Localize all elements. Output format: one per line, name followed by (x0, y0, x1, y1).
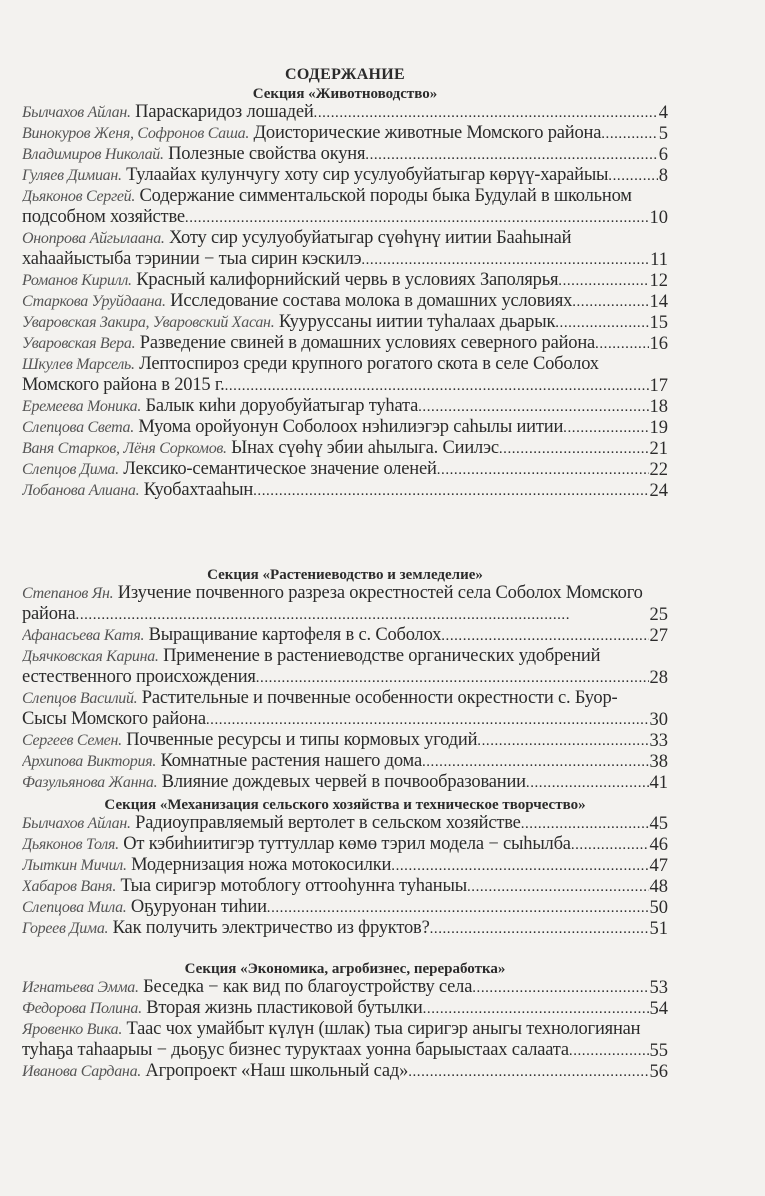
entry-author: Уваровская Вера. (22, 335, 136, 352)
entry-page-number: 46 (649, 835, 668, 855)
entry-author: Старкова Уруйдаана. (22, 293, 166, 310)
toc-entry-text (22, 270, 649, 291)
toc-entry[interactable] (22, 417, 668, 438)
entry-author: Лыткин Мичил. (22, 857, 127, 874)
entry-title: Балык киһи доруобуйатыгар туһата . . . (146, 396, 419, 416)
entry-author: Былчахов Айлан. (22, 815, 131, 832)
entry-author: Слепцова Мила. (22, 899, 127, 916)
entry-title: Ынах сүөһү эбии аһылыга. Сиилэс . . . (231, 438, 499, 458)
entry-page-number: 22 (649, 460, 668, 480)
toc-entry[interactable] (22, 291, 668, 312)
entry-page-number: 8 (658, 166, 668, 186)
entry-title: Кууруссаны иитии туһалаах дьарык . . . (279, 312, 555, 332)
entry-page-number: 12 (649, 271, 668, 291)
entry-page-number: 19 (649, 418, 668, 438)
toc-entry-text (22, 876, 649, 897)
toc-entry[interactable] (22, 897, 668, 918)
entry-page-number: 45 (649, 814, 668, 834)
entry-page-number: 11 (650, 250, 668, 270)
entry-page-number: 24 (649, 481, 668, 501)
toc-entry-text (22, 480, 649, 501)
entry-title: Муома оройуонун Соболоох нэһилиэгэр саһылы иитии . . . (138, 417, 563, 437)
toc-entry[interactable] (22, 855, 668, 876)
entry-page-number: 53 (649, 978, 668, 998)
toc-entry[interactable] (22, 1061, 668, 1082)
entry-title: Изучение почвенного разреза окрестностей села Соболох Момского района . . . (22, 583, 643, 624)
entry-title: Агропроект «Наш школьный сад» . . . (145, 1061, 408, 1081)
entry-page-number: 14 (649, 292, 668, 312)
toc-entry[interactable] (22, 102, 668, 123)
entry-title: Почвенные ресурсы и типы кормовых угодий . . . (126, 730, 477, 750)
entry-author: Еремеева Моника. (22, 398, 142, 415)
entry-author: Винокуров Женя, Софронов Саша. (22, 125, 250, 142)
toc-entry[interactable] (22, 396, 668, 417)
entry-title: Вторая жизнь пластиковой бутылки . . . (146, 998, 422, 1018)
entry-page-number: 28 (649, 668, 668, 688)
toc-entry-text (22, 834, 649, 855)
entry-author: Уваровская Закира, Уваровский Хасан. (22, 314, 275, 331)
entry-author: Дьячковская Карина. (22, 648, 159, 665)
entry-page-number: 27 (649, 626, 668, 646)
toc-entry-text (22, 186, 649, 228)
entry-author: Слепцов Василий. (22, 690, 138, 707)
entry-title: Влияние дождевых червей в почвообразовании . . . (162, 772, 526, 792)
toc-entry-text (22, 625, 649, 646)
toc-entry[interactable] (22, 144, 668, 165)
entry-author: Архипова Виктория. (22, 753, 157, 770)
entry-author: Хабаров Ваня. (22, 878, 117, 895)
toc-entry[interactable] (22, 333, 668, 354)
toc-entry-text (22, 813, 649, 834)
entry-title: Комнатные растения нашего дома . . . (160, 751, 421, 771)
entry-author: Шкулев Марсель. (22, 356, 135, 373)
toc-entry-text (22, 123, 658, 144)
entry-title: Растительные и почвенные особенности окрестности с. Буор-Сысы Момского района . . . (22, 688, 617, 729)
toc-entry[interactable] (22, 688, 668, 730)
entry-page-number: 56 (649, 1062, 668, 1082)
toc-entry-text (22, 354, 649, 396)
entry-author: Дьяконов Сергей. (22, 188, 136, 205)
toc-entry[interactable] (22, 1019, 668, 1061)
entry-title: Исследование состава молока в домашних условиях . . . (170, 291, 572, 311)
toc-entry-text (22, 165, 658, 186)
section-heading: Секция «Животноводство» (252, 86, 438, 102)
toc-entry[interactable] (22, 813, 668, 834)
entry-page-number: 6 (658, 145, 668, 165)
toc-entry[interactable] (22, 459, 668, 480)
entry-author: Гуляев Димиан. (22, 167, 122, 184)
entry-title: Беседка − как вид по благоустройству села . . . (143, 977, 472, 997)
entry-author: Онопрова Айгылаана. (22, 230, 165, 247)
toc-entry-text (22, 438, 649, 459)
toc-entry-text (22, 102, 658, 123)
entry-page-number: 48 (649, 877, 668, 897)
entry-author: Гореев Дима. (22, 920, 109, 937)
toc-entry[interactable] (22, 438, 668, 459)
entry-author: Афанасьева Катя. (22, 627, 145, 644)
entry-page-number: 51 (649, 919, 668, 939)
entry-author: Фазульянова Жанна. (22, 774, 158, 791)
page-title: СОДЕРЖАНИЕ (284, 66, 406, 83)
entry-page-number: 10 (649, 208, 668, 228)
entry-page-number: 25 (649, 605, 668, 625)
entry-title: Оҕуруонан тиһии . . . (131, 897, 267, 917)
toc-entry[interactable] (22, 646, 668, 688)
entry-title: Красный калифорнийский червь в условиях Заполярья . . . (136, 270, 558, 290)
entry-title: Лептоспироз среди крупного рогатого скота в селе Соболох Момского района в 2015 г. . . . (22, 354, 599, 395)
entry-author: Игнатьева Эмма. (22, 979, 139, 996)
entry-page-number: 55 (649, 1041, 668, 1061)
entry-author: Сергеев Семен. (22, 732, 122, 749)
toc-entry[interactable] (22, 270, 668, 291)
toc-entry-text (22, 459, 649, 480)
toc-entry-text (22, 1061, 649, 1082)
entry-page-number: 50 (649, 898, 668, 918)
entry-author: Иванова Сардана. (22, 1063, 141, 1080)
entry-author: Былчахов Айлан. (22, 104, 131, 121)
toc-entry[interactable] (22, 876, 668, 897)
toc-entry-text (22, 772, 649, 793)
toc-entry-text (22, 646, 649, 688)
entry-page-number: 47 (649, 856, 668, 876)
entry-title: Куобахтааһын . . . (144, 480, 253, 500)
toc-entry[interactable] (22, 480, 668, 501)
toc-entry-text (22, 730, 649, 751)
entry-title: Полезные свойства окуня . . . (168, 144, 365, 164)
toc-entry-text (22, 977, 649, 998)
toc-entry-text (22, 333, 649, 354)
entry-title: Радиоуправляемый вертолет в сельском хозяйстве . . . (135, 813, 521, 833)
entry-page-number: 38 (649, 752, 668, 772)
section-economics (22, 961, 668, 1082)
toc-entry[interactable] (22, 123, 668, 144)
toc-entry[interactable] (22, 772, 668, 793)
toc-entry[interactable] (22, 977, 668, 998)
toc-entry-text (22, 897, 649, 918)
section-crop-farming (22, 567, 668, 793)
toc-entry[interactable] (22, 583, 668, 625)
toc-entry-text (22, 855, 649, 876)
entry-page-number: 41 (649, 773, 668, 793)
toc-entry-text (22, 291, 649, 312)
entry-author: Яровенко Вика. (22, 1021, 123, 1038)
entry-page-number: 15 (649, 313, 668, 333)
entry-author: Дьяконов Толя. (22, 836, 119, 853)
toc-entry-text (22, 417, 649, 438)
toc-entry[interactable] (22, 834, 668, 855)
entry-title: Выращивание картофеля в с. Соболох . . . (149, 625, 442, 645)
toc-entry-text (22, 688, 649, 730)
entry-page-number: 4 (658, 103, 668, 123)
toc-entry-text (22, 228, 649, 270)
toc-entry[interactable] (22, 918, 668, 939)
toc-entry-text (22, 998, 649, 1019)
toc-entry-text (22, 918, 649, 939)
toc-entry-text (22, 751, 649, 772)
section-heading: Секция «Растениеводство и земледелие» (207, 567, 483, 583)
toc-entry[interactable] (22, 751, 668, 772)
entry-title: Модернизация ножа мотокосилки . . . (131, 855, 391, 875)
toc-entry-text (22, 144, 658, 165)
entry-author: Слепцова Света. (22, 419, 134, 436)
toc-entry-text (22, 1019, 649, 1061)
section-mechanization (22, 797, 668, 939)
toc-entry[interactable] (22, 998, 668, 1019)
toc-entry[interactable] (22, 312, 668, 333)
entry-author: Федорова Полина. (22, 1000, 142, 1017)
entry-title: Тулаайах кулунчугу хоту сир усулуобуйатыгар көрүү-харайыы . . . (126, 165, 608, 185)
entry-author: Лобанова Алиана. (22, 482, 140, 499)
toc-entry[interactable] (22, 354, 668, 396)
entry-title: Таас чох умайбыт күлүн (шлак) тыа сиригэр аныгы технологиянан туһаҕа таһаарыы − дьоҕус бизнес туруктаах уонна барыыстаах салаата . . . (22, 1019, 640, 1060)
entry-title: Тыа сиригэр мотоблогу оттооһунҥа туһаныы . . . (120, 876, 467, 896)
toc-entry[interactable] (22, 186, 668, 228)
entry-page-number: 16 (649, 334, 668, 354)
entry-title: Параскаридоз лошадей . . . (135, 102, 313, 122)
entry-title: Как получить электричество из фруктов? . . . (113, 918, 430, 938)
toc-entry[interactable] (22, 165, 668, 186)
entry-page-number: 18 (649, 397, 668, 417)
entry-title: Содержание симментальской породы быка Будулай в школьном подсобном хозяйстве . . . (22, 186, 632, 227)
entry-author: Ваня Старков, Лёня Соркомов. (22, 440, 227, 457)
section-heading: Секция «Экономика, агробизнес, переработка» (184, 961, 506, 977)
entry-page-number: 21 (649, 439, 668, 459)
toc-entry-text (22, 396, 649, 417)
entry-page-number: 5 (658, 124, 668, 144)
entry-author: Владимиров Николай. (22, 146, 164, 163)
toc-entry[interactable] (22, 730, 668, 751)
entry-title: Разведение свиней в домашних условиях северного района . . . (140, 333, 595, 353)
entry-title: Хоту сир усулуобуйатыгар сүөһүнү иитии Бааһынай хаһаайыстыба тэринии − тыа сирин кэскилэ . . . (22, 228, 571, 269)
entry-author: Романов Кирилл. (22, 272, 132, 289)
entry-title: Применение в растениеводстве органических удобрений естественного происхождения . . . (22, 646, 600, 687)
toc-entry[interactable] (22, 228, 668, 270)
section-heading: Секция «Механизация сельского хозяйства и техническое творчество» (104, 797, 586, 813)
entry-page-number: 30 (649, 710, 668, 730)
entry-title: Доисторические животные Момского района . . . (254, 123, 602, 143)
entry-author: Слепцов Дима. (22, 461, 119, 478)
entry-title: От кэбиһиитигэр туттуллар көмө тэрил модела − сыһылба . . . (123, 834, 571, 854)
section-livestock (22, 86, 668, 501)
toc-entry-text (22, 583, 649, 625)
entry-page-number: 33 (649, 731, 668, 751)
toc-entry[interactable] (22, 625, 668, 646)
entry-page-number: 54 (649, 999, 668, 1019)
toc-entry-text (22, 312, 649, 333)
entry-page-number: 17 (649, 376, 668, 396)
entry-author: Степанов Ян. (22, 585, 114, 602)
entry-title: Лексико-семантическое значение оленей . . . (123, 459, 437, 479)
